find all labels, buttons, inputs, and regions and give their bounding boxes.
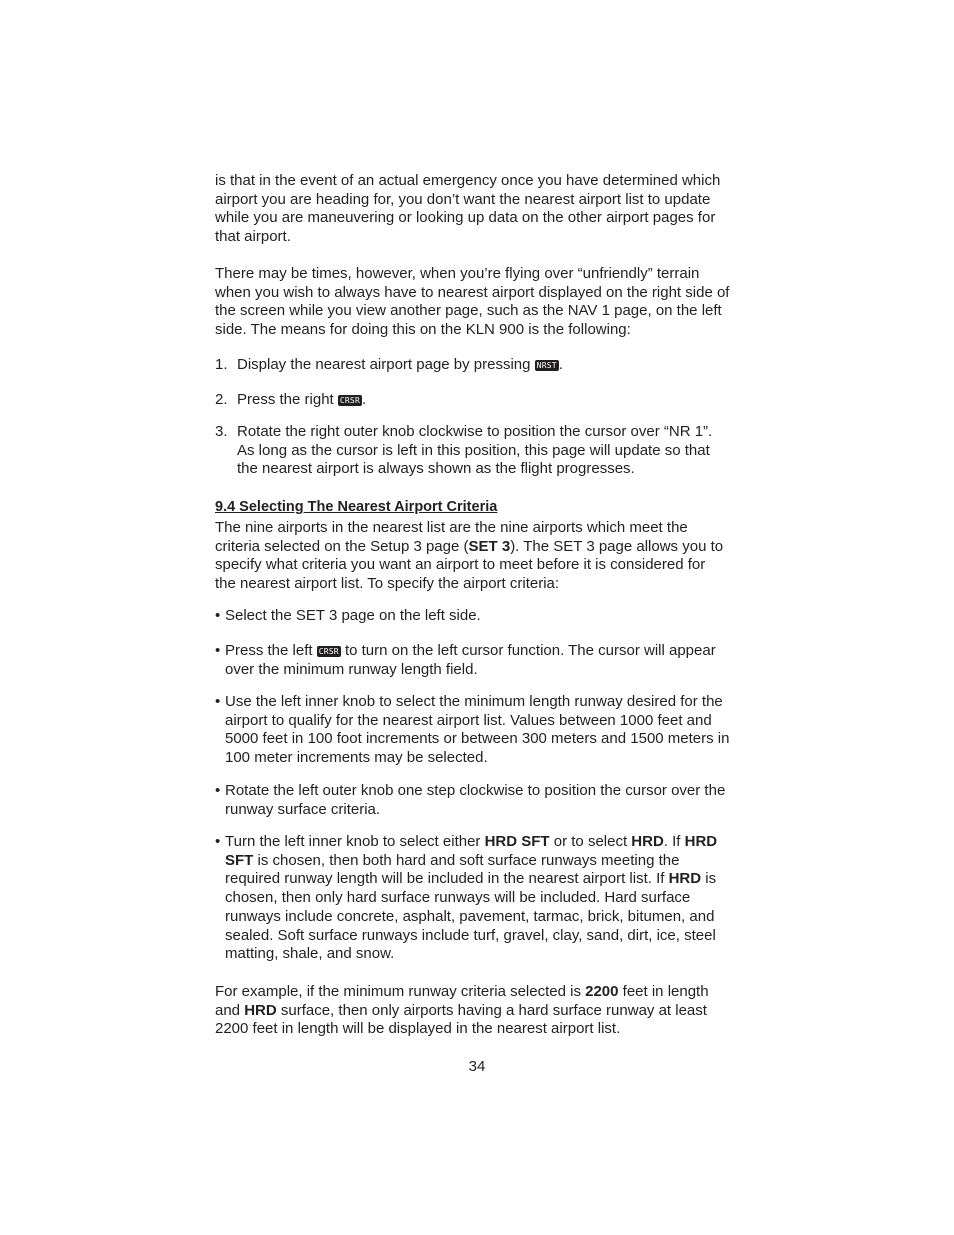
- section-intro: [215, 519, 730, 594]
- intro-text-end: ). The SET 3 page allows you to specify what criteria you want an airport to meet before it is considered for the nearest airport list. To specify the airport criteria:: [215, 537, 724, 593]
- example-text: feet in length and: [215, 983, 709, 1019]
- bullet-text: or to select: [549, 833, 632, 850]
- bullet-text: is chosen, then only hard surface runways will be included. Hard surface runways include concrete, asphalt, pavement, tarmac, brick, bitumen, and sealed. Soft surface runways include turf, gravel, clay, sand, dirt, ice, steel matting, shale, and snow.: [225, 870, 717, 963]
- step-number: 1.: [215, 356, 228, 373]
- step-number: 2.: [215, 391, 228, 408]
- example-bold-surface: HRD: [244, 1001, 277, 1019]
- step-text-end: .: [361, 391, 367, 408]
- bullet-text: Use the left inner knob to select the minimum length runway desired for the airport to qualify for the nearest airport list. Values between 1000 feet and 5000 feet in 100 foot increments or between 300 meters and 1500 meters in 100 meter increments may be selected.: [225, 693, 730, 767]
- paragraph-emergency: is that in the event of an actual emergency once you have determined which airport you are heading for, you don’t want the nearest airport list to update while you are maneuvering or looking up data on the other airport pages for that airport.: [215, 172, 721, 246]
- nrst-key-icon: NRST: [536, 361, 557, 370]
- hrd-label: HRD: [668, 870, 702, 888]
- bullet-icon: •: [215, 782, 221, 799]
- list-item: [215, 693, 730, 768]
- example-text: For example, if the minimum runway criteria selected is: [215, 983, 586, 1000]
- step-text-end: .: [558, 356, 563, 373]
- intro-text: The nine airports in the nearest list are the nine airports which meet the criteria selected on the Setup 3 page (: [215, 519, 688, 555]
- bullet-text: Turn the left inner knob to select either: [225, 833, 485, 850]
- bullet-text-end: to turn on the left cursor function. The cursor will appear over the minimum runway length field.: [225, 642, 716, 678]
- step-text: Rotate the right outer knob clockwise to position the cursor over “NR 1”. As long as the cursor is left in this position, this page will update so that the nearest airport is always shown as the flight progresses.: [237, 423, 713, 478]
- example-text: surface, then only airports having a hard surface runway at least 2200 feet in length will be displayed in the nearest airport list.: [215, 1001, 707, 1038]
- bullet-text: is chosen, then both hard and soft surface runways meeting the required runway length will be included in the nearest airport list. If: [225, 851, 680, 888]
- bullet-icon: •: [215, 607, 221, 624]
- bullet-text: Press the left: [225, 642, 317, 659]
- hrd-label: HRD: [631, 833, 664, 850]
- intro-bold: SET 3: [468, 537, 511, 555]
- list-item: [215, 642, 730, 679]
- bullet-text: . If: [663, 833, 685, 850]
- page-number: 34: [468, 1058, 486, 1075]
- bullet-icon: •: [215, 642, 221, 659]
- example-bold-length: 2200: [585, 983, 619, 1000]
- list-item: [215, 423, 730, 479]
- list-item: [215, 607, 730, 626]
- step-text: Display the nearest airport page by pressing: [237, 356, 535, 373]
- step-number: 3.: [215, 423, 228, 440]
- crsr-key-icon: CRSR: [318, 647, 339, 656]
- step-text: Press the right: [237, 391, 338, 408]
- bullet-text: Rotate the left outer knob one step clockwise to position the cursor over the runway surface criteria.: [225, 782, 726, 818]
- hrd-sft-label: HRD SFT: [225, 833, 718, 869]
- paragraph-example: [215, 983, 730, 1039]
- section-heading: 9.4 Selecting The Nearest Airport Criteria: [215, 499, 498, 515]
- bullet-icon: •: [215, 833, 221, 850]
- list-item: [215, 391, 730, 410]
- paragraph-unfriendly-terrain: There may be times, however, when you’re flying over “unfriendly” terrain when you wish to always have to nearest airport displayed on the right side of the screen while you view another page, such as the NAV 1 page, on the left side. The means for doing this on the KLN 900 is the following:: [215, 265, 730, 339]
- crsr-key-icon: CRSR: [339, 396, 360, 405]
- bullet-icon: •: [215, 693, 221, 710]
- bullet-text: Select the SET 3 page on the left side.: [225, 607, 481, 624]
- list-item: [215, 833, 730, 964]
- hrd-sft-label: HRD SFT: [484, 833, 550, 850]
- list-item: [215, 782, 730, 819]
- list-item: [215, 356, 730, 375]
